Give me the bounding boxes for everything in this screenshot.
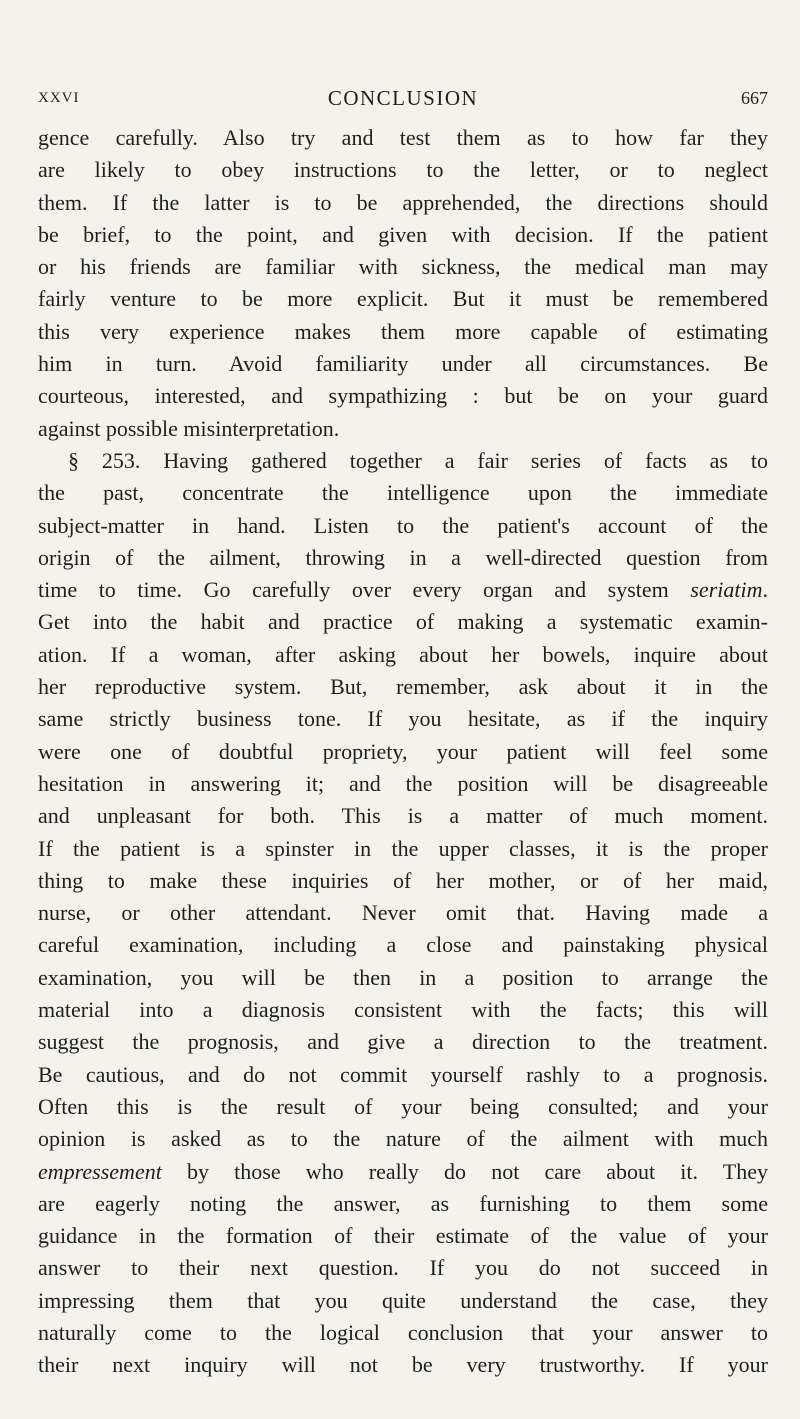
text-line: naturally come to the logical conclusion that your answer to [38, 1319, 768, 1345]
italic-term: empressement [38, 1158, 162, 1184]
text-line: hesitation in answering it; and the position will be disagreeable [38, 770, 768, 796]
text-line: ation. If a woman, after asking about her bowels, inquire about [38, 641, 768, 667]
text-line: the past, concentrate the intelligence upon the immediate [38, 480, 768, 506]
text-line: courteous, interested, and sympathizing : but be on your guard [38, 383, 768, 409]
text-line: are likely to obey instructions to the letter, or to neglect [38, 157, 768, 183]
text-line: same strictly business tone. If you hesitate, as if the inquiry [38, 706, 768, 732]
text-line: answer to their next question. If you do not succeed in [38, 1255, 768, 1281]
text-line: impressing them that you quite understand the case, they [38, 1287, 768, 1313]
running-head [38, 86, 768, 114]
text-line [38, 1156, 768, 1188]
text-line: careful examination, including a close and painstaking physical [38, 932, 768, 958]
text-line: their next inquiry will not be very trustworthy. If your [38, 1352, 768, 1378]
text-line: him in turn. Avoid familiarity under all circumstances. Be [38, 351, 768, 377]
text-line: opinion is asked as to the nature of the ailment with much [38, 1126, 768, 1152]
text-run: . [762, 577, 768, 603]
text-line: nurse, or other attendant. Never omit that. Having made a [38, 900, 768, 926]
chapter-title: CONCLUSION [327, 86, 479, 110]
text-line: Get into the habit and practice of making a systematic examin- [38, 609, 768, 635]
text-line: her reproductive system. But, remember, ask about it in the [38, 674, 768, 700]
section-253-start: § 253. Having gathered together a fair series of facts as to [68, 447, 768, 473]
text-line: origin of the ailment, throwing in a well-directed question from [38, 544, 768, 570]
text-run: by those who really do not care about it. They [161, 1158, 768, 1184]
text-line: were one of doubtful propriety, your patient will feel some [38, 738, 768, 764]
text-line: them. If the latter is to be apprehended, the directions should [38, 189, 768, 215]
text-run: time to time. Go carefully over every organ and system [38, 577, 691, 603]
text-line: are eagerly noting the answer, as furnishing to them some [38, 1190, 768, 1216]
text-line: subject-matter in hand. Listen to the patient's account of the [38, 512, 768, 538]
text-line: or his friends are familiar with sickness, the medical man may [38, 254, 768, 280]
chapter-number: XXVI [38, 90, 80, 106]
page-number: 667 [741, 88, 768, 108]
text-line: Often this is the result of your being consulted; and your [38, 1093, 768, 1119]
text-line: against possible misinterpretation. [38, 415, 340, 441]
text-line: examination, you will be then in a position to arrange the [38, 964, 768, 990]
text-line: If the patient is a spinster in the upper classes, it is the proper [38, 835, 768, 861]
text-line: Be cautious, and do not commit yourself rashly to a prognosis. [38, 1061, 768, 1087]
italic-term: seriatim [690, 577, 763, 603]
text-line: material into a diagnosis consistent with the facts; this will [38, 997, 768, 1023]
text-line: suggest the prognosis, and give a direction to the treatment. [38, 1029, 768, 1055]
text-line: be brief, to the point, and given with decision. If the patient [38, 221, 768, 247]
text-line: gence carefully. Also try and test them as to how far they [38, 125, 768, 150]
text-line: fairly venture to be more explicit. But it must be remembered [38, 286, 768, 312]
text-line [38, 574, 768, 606]
text-line: guidance in the formation of their estimate of the value of your [38, 1223, 768, 1249]
body-text [38, 122, 768, 1382]
text-line: this very experience makes them more capable of estimating [38, 318, 768, 344]
text-line: thing to make these inquiries of her mother, or of her maid, [38, 867, 768, 893]
text-line: and unpleasant for both. This is a matter of much moment. [38, 803, 768, 829]
